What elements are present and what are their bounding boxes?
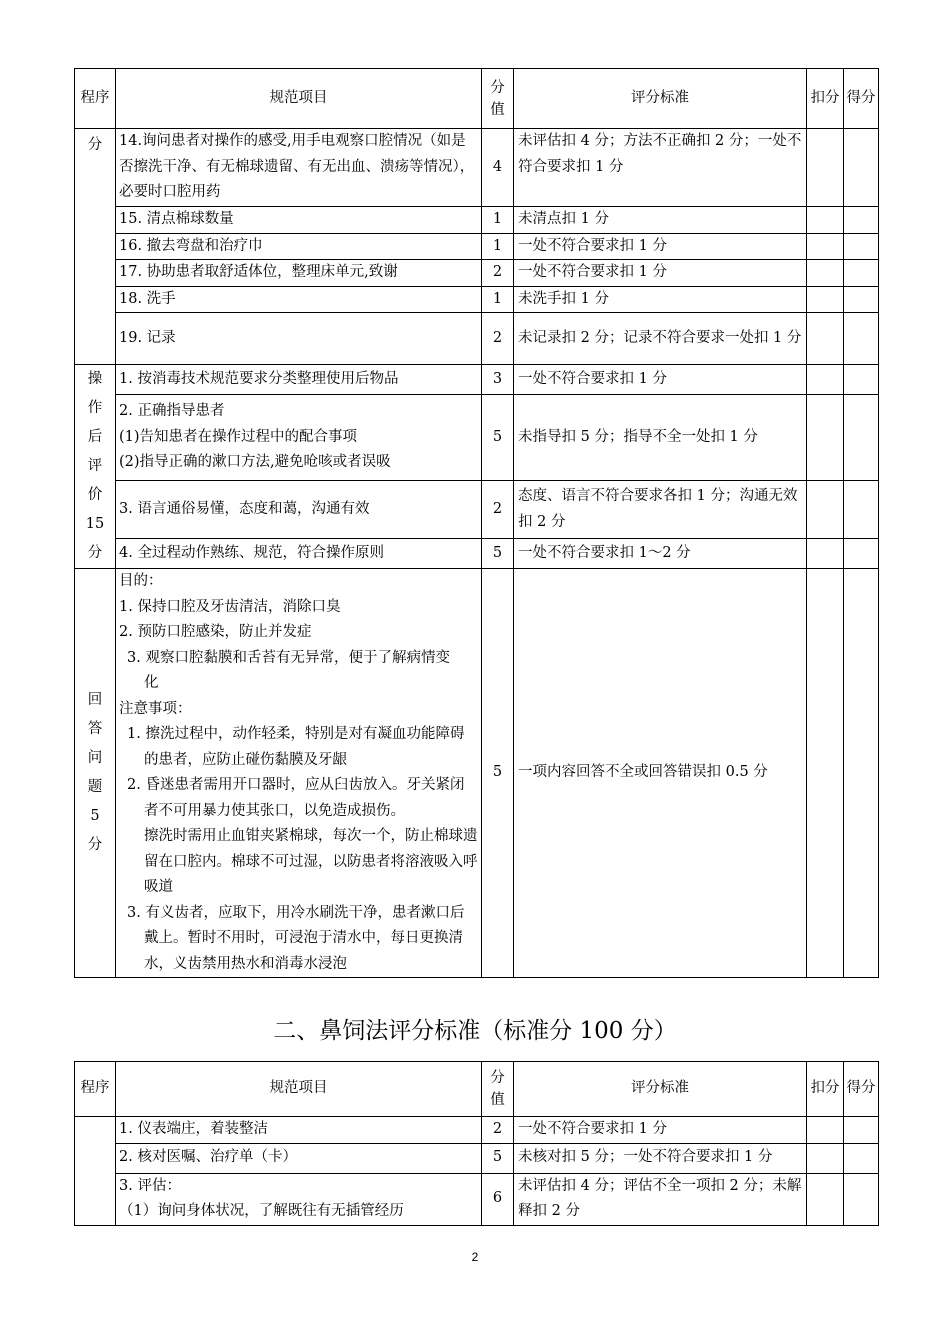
table-row [75, 129, 879, 207]
deduct-cell [807, 286, 844, 313]
header-item: 规范项目 [116, 1062, 482, 1117]
table-row [75, 539, 879, 569]
item-cell: 2. 核对医嘱、治疗单（卡） [116, 1143, 482, 1173]
score-cell: 2 [482, 481, 514, 539]
get-cell [844, 1143, 879, 1173]
scoring-table-oral-care [74, 68, 879, 978]
get-cell [844, 539, 879, 569]
criteria-cell: 未评估扣 4 分；评估不全一项扣 2 分；未解释扣 2 分 [514, 1173, 807, 1225]
score-cell: 6 [482, 1173, 514, 1225]
item-cell: 1. 按消毒技术规范要求分类整理使用后物品 [116, 365, 482, 395]
deduct-cell [807, 313, 844, 365]
score-cell: 1 [482, 286, 514, 313]
table-row [75, 481, 879, 539]
deduct-cell [807, 207, 844, 234]
table-row [75, 233, 879, 260]
deduct-cell [807, 260, 844, 287]
criteria-cell: 一项内容回答不全或回答错误扣 0.5 分 [514, 569, 807, 978]
criteria-cell: 一处不符合要求扣 1～2 分 [514, 539, 807, 569]
score-cell: 3 [482, 365, 514, 395]
scoring-table-nasal-feeding [74, 1061, 879, 1226]
criteria-cell: 未清点扣 1 分 [514, 207, 807, 234]
header-item: 规范项目 [116, 69, 482, 129]
program-cell: 操 作 后 评 价 15 分 [75, 365, 116, 569]
table-row [75, 313, 879, 365]
deduct-cell [807, 365, 844, 395]
qa-note-1: 1. 擦洗过程中，动作轻柔，特别是对有凝血功能障碍的患者，应防止碰伤黏膜及牙龈 [127, 726, 465, 768]
get-cell [844, 1117, 879, 1144]
score-cell: 2 [482, 313, 514, 365]
program-cell: 回 答 问 题 5 分 [75, 569, 116, 978]
item-cell: 17. 协助患者取舒适体位，整理床单元,致谢 [116, 260, 482, 287]
table-row [75, 1117, 879, 1144]
table-row [75, 207, 879, 234]
criteria-cell: 未洗手扣 1 分 [514, 286, 807, 313]
deduct-cell [807, 1117, 844, 1144]
deduct-cell [807, 481, 844, 539]
program-cell [75, 1117, 116, 1226]
item-line: (1)告知患者在操作过程中的配合事项 [119, 428, 358, 445]
deduct-cell [807, 1173, 844, 1225]
get-cell [844, 207, 879, 234]
qa-notes-heading: 注意事项： [119, 700, 192, 717]
deduct-cell [807, 1143, 844, 1173]
qa-note-2b: 擦洗时需用止血钳夹紧棉球，每次一个，防止棉球遗留在口腔内。棉球不可过湿，以防患者将溶液吸入呼吸道 [144, 828, 478, 895]
criteria-cell: 未核对扣 5 分；一处不符合要求扣 1 分 [514, 1143, 807, 1173]
header-score: 分 值 [482, 69, 514, 129]
get-cell [844, 365, 879, 395]
get-cell [844, 129, 879, 207]
table-row [75, 1143, 879, 1173]
header-program: 程序 [75, 69, 116, 129]
criteria-cell: 未评估扣 4 分；方法不正确扣 2 分；一处不符合要求扣 1 分 [514, 129, 807, 207]
score-cell: 5 [482, 569, 514, 978]
item-cell: 3. 语言通俗易懂，态度和蔼，沟通有效 [116, 481, 482, 539]
item-cell: 19. 记录 [116, 313, 482, 365]
item-cell: 1. 仪表端庄，着装整洁 [116, 1117, 482, 1144]
header-get: 得分 [844, 69, 879, 129]
header-score: 分 值 [482, 1062, 514, 1117]
table-row [75, 286, 879, 313]
header-deduct: 扣分 [807, 1062, 844, 1117]
criteria-cell: 未记录扣 2 分；记录不符合要求一处扣 1 分 [514, 313, 807, 365]
qa-note-3: 3. 有义齿者，应取下，用冷水刷洗干净，患者漱口后戴上。暂时不用时，可浸泡于清水中，每日更换清水，义齿禁用热水和消毒水浸泡 [127, 904, 465, 972]
header-criteria: 评分标准 [514, 1062, 807, 1117]
get-cell [844, 481, 879, 539]
criteria-cell: 一处不符合要求扣 1 分 [514, 233, 807, 260]
page-number: 2 [471, 1250, 479, 1264]
deduct-cell [807, 569, 844, 978]
get-cell [844, 233, 879, 260]
get-cell [844, 1173, 879, 1225]
score-cell: 4 [482, 129, 514, 207]
get-cell [844, 286, 879, 313]
get-cell [844, 394, 879, 481]
item-line: （1）询问身体状况，了解既往有无插管经历 [119, 1203, 404, 1219]
get-cell [844, 569, 879, 978]
program-cell: 分 [75, 129, 116, 365]
item-cell: 15. 清点棉球数量 [116, 207, 482, 234]
header-deduct: 扣分 [807, 69, 844, 129]
qa-purpose-3: 3. 观察口腔黏膜和舌苔有无异常，便于了解病情变化 [127, 649, 450, 691]
table-row [75, 569, 879, 978]
header-program: 程序 [75, 1062, 116, 1117]
qa-purpose-1: 1. 保持口腔及牙齿清洁，消除口臭 [119, 598, 341, 615]
get-cell [844, 260, 879, 287]
score-cell: 5 [482, 539, 514, 569]
item-cell: 18. 洗手 [116, 286, 482, 313]
item-cell [116, 394, 482, 481]
score-cell: 5 [482, 1143, 514, 1173]
item-cell: 14.询问患者对操作的感受,用手电观察口腔情况（如是否擦洗干净、有无棉球遗留、有无出血、溃疡等情况），必要时口腔用药 [116, 129, 482, 207]
deduct-cell [807, 233, 844, 260]
item-line: (2)指导正确的漱口方法,避免呛咳或者误吸 [119, 454, 391, 471]
qa-item-cell [116, 569, 482, 978]
item-line: 3. 评估： [119, 1177, 181, 1194]
criteria-cell: 一处不符合要求扣 1 分 [514, 260, 807, 287]
deduct-cell [807, 394, 844, 481]
score-cell: 1 [482, 233, 514, 260]
table-row [75, 260, 879, 287]
item-cell: 4. 全过程动作熟练、规范，符合操作原则 [116, 539, 482, 569]
criteria-cell: 未指导扣 5 分；指导不全一处扣 1 分 [514, 394, 807, 481]
table-header-row [75, 1062, 879, 1117]
score-cell: 5 [482, 394, 514, 481]
criteria-cell: 一处不符合要求扣 1 分 [514, 365, 807, 395]
item-cell [116, 1173, 482, 1225]
header-criteria: 评分标准 [514, 69, 807, 129]
section-title: 二、鼻饲法评分标准（标准分 100 分） [273, 1018, 677, 1044]
table-row [75, 365, 879, 395]
qa-note-2: 2. 昏迷患者需用开口器时，应从臼齿放入。牙关紧闭者不可用暴力使其张口，以免造成损伤。 [127, 777, 465, 819]
criteria-cell: 态度、语言不符合要求各扣 1 分；沟通无效扣 2 分 [514, 481, 807, 539]
table-header-row [75, 69, 879, 129]
header-get: 得分 [844, 1062, 879, 1117]
item-cell: 16. 撤去弯盘和治疗巾 [116, 233, 482, 260]
criteria-cell: 一处不符合要求扣 1 分 [514, 1117, 807, 1144]
table-row [75, 1173, 879, 1225]
get-cell [844, 313, 879, 365]
score-cell: 2 [482, 1117, 514, 1144]
qa-purpose-heading: 目的： [119, 573, 163, 589]
item-line: 2. 正确指导患者 [119, 403, 225, 420]
score-cell: 2 [482, 260, 514, 287]
deduct-cell [807, 539, 844, 569]
table-row [75, 394, 879, 481]
score-cell: 1 [482, 207, 514, 234]
qa-purpose-2: 2. 预防口腔感染，防止并发症 [119, 624, 312, 640]
deduct-cell [807, 129, 844, 207]
